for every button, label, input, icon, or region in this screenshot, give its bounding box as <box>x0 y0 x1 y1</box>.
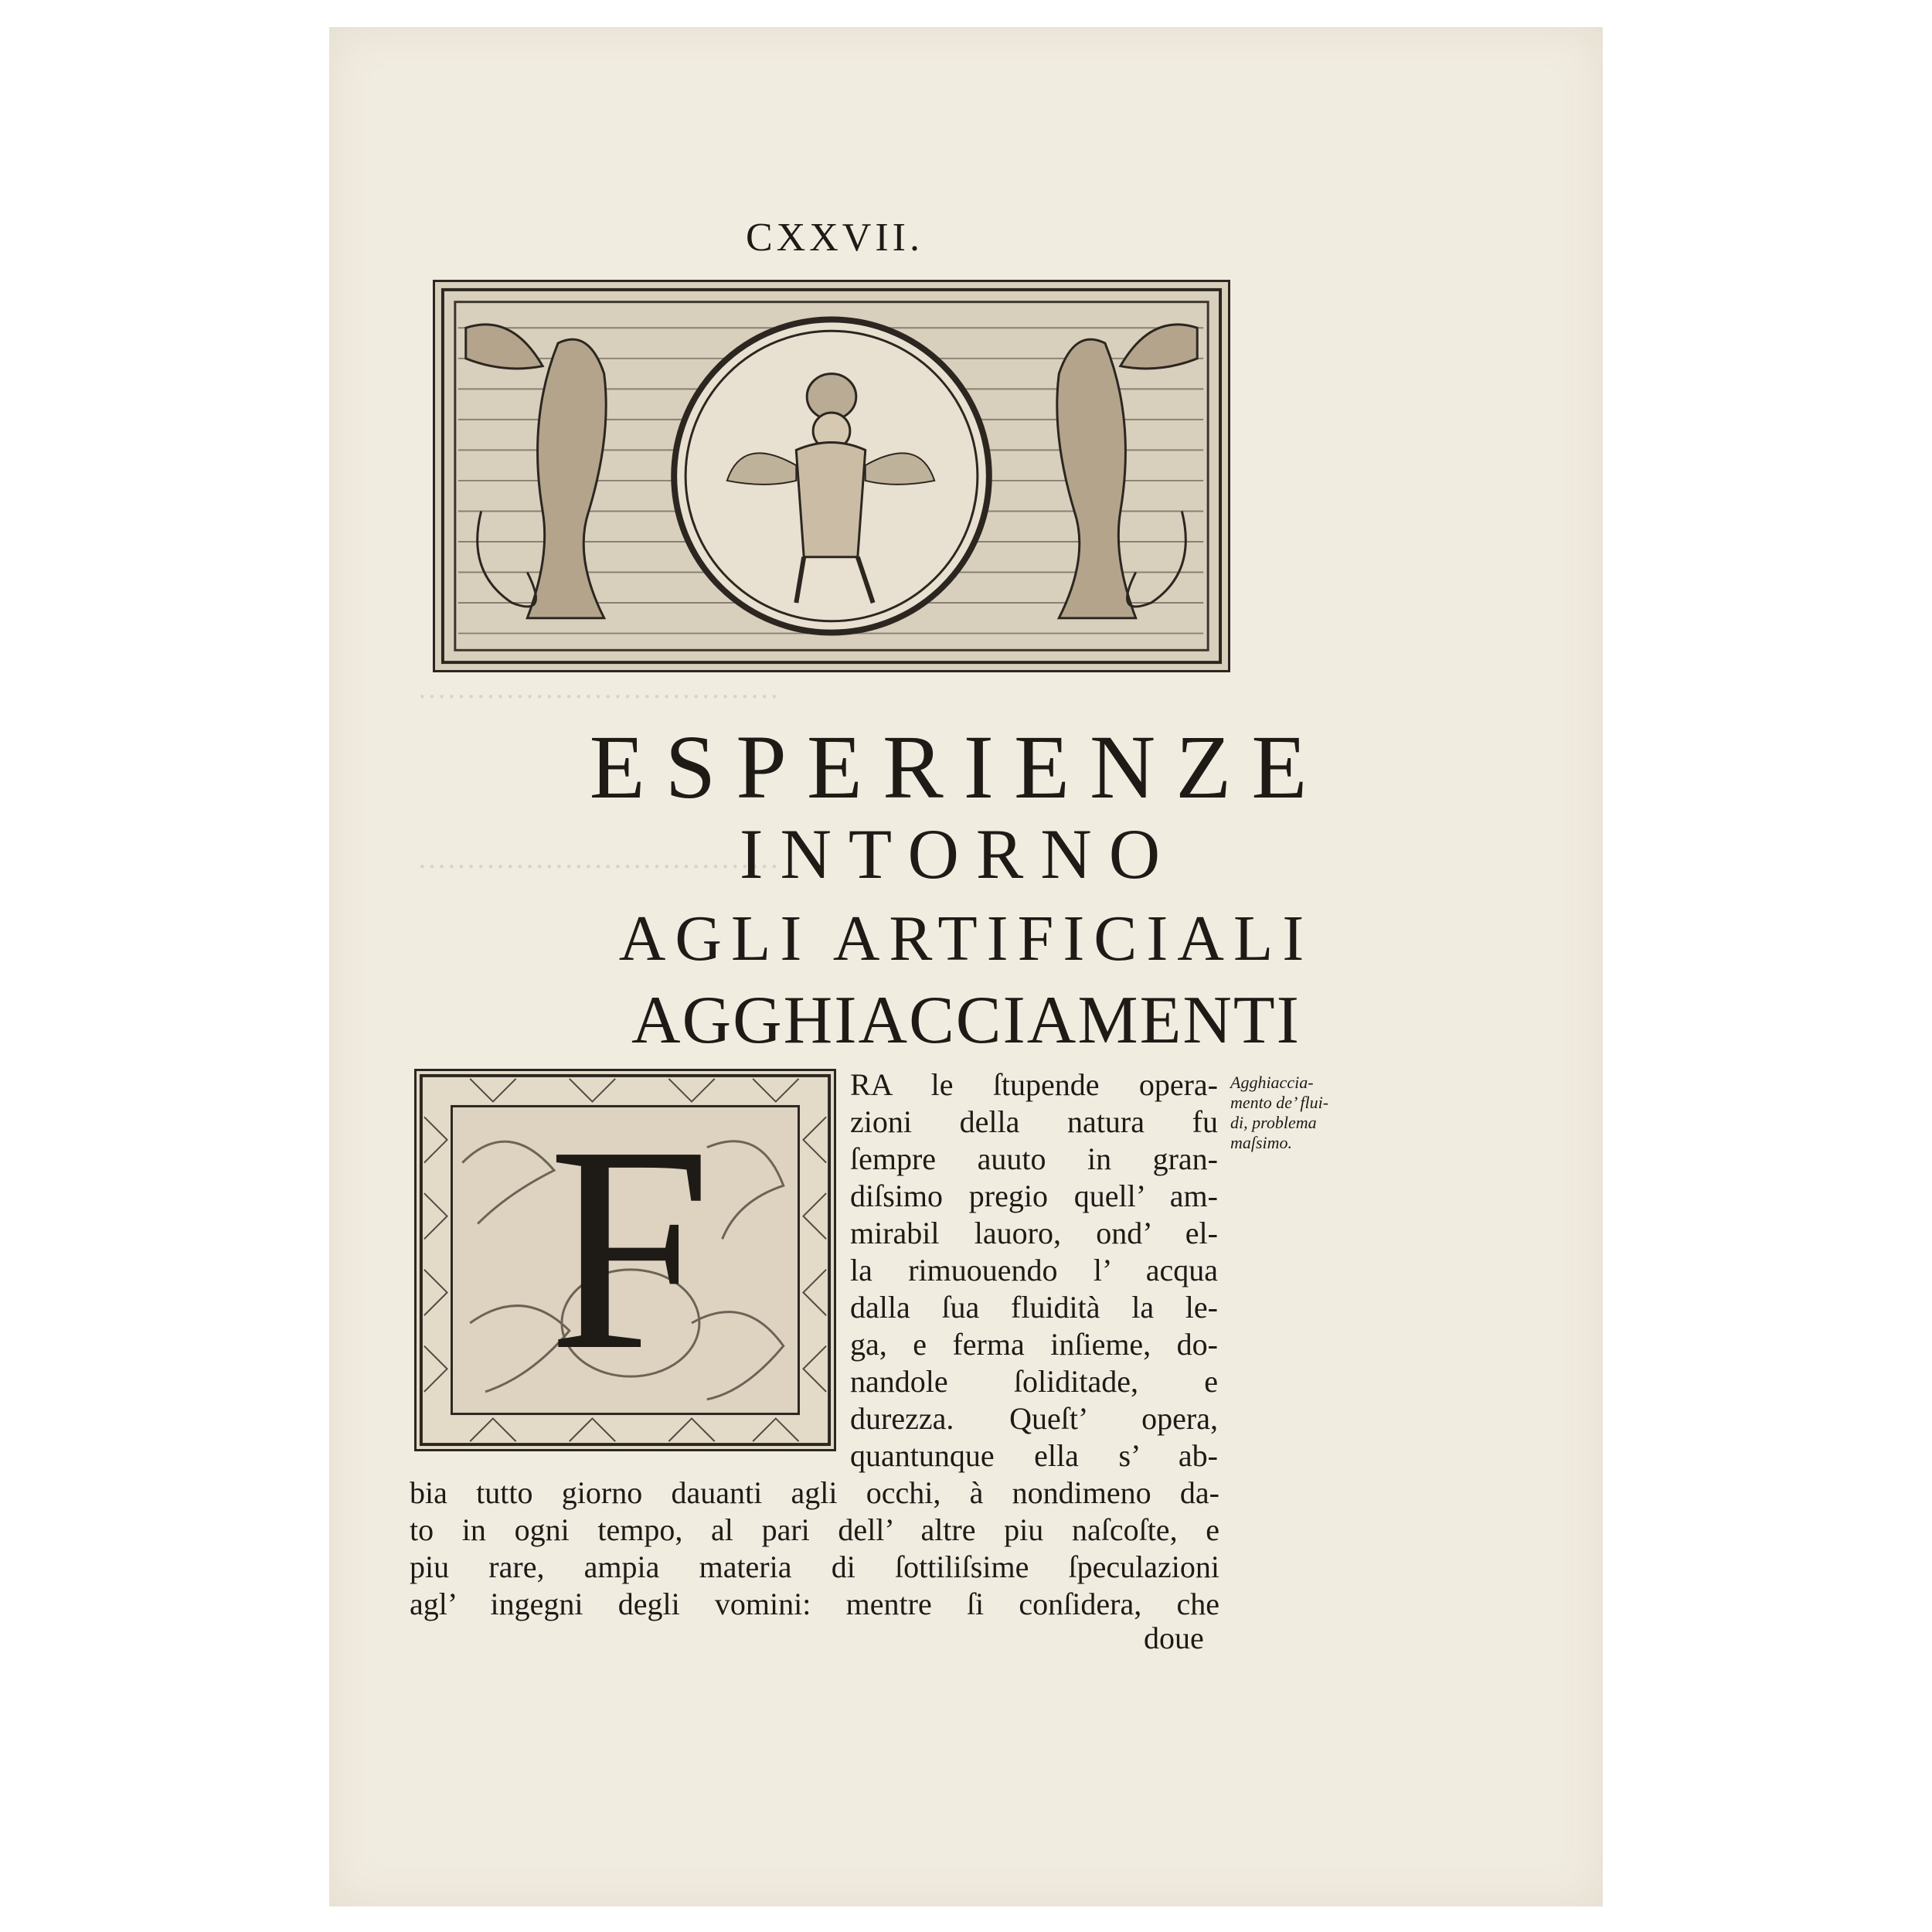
text-line: la rimuouendo l’ acqua <box>850 1253 1218 1287</box>
page-number: CXXVII. <box>746 216 923 260</box>
text-line: ſempre auuto in gran- <box>850 1141 1218 1176</box>
title-line-1: ESPERIENZE <box>589 716 1328 818</box>
text-line: quantunque ella s’ ab- <box>850 1438 1218 1473</box>
title-line-3: AGLI ARTIFICIALI <box>618 903 1314 975</box>
text-line: agl’ ingegni degli vomini: mentre ſi conſidera, che <box>410 1587 1219 1621</box>
marginal-note <box>1230 1073 1354 1153</box>
marginal-note-line: mento de’ flui- <box>1230 1093 1329 1112</box>
text-line: diſsimo pregio quell’ am- <box>850 1179 1218 1213</box>
marginal-note-line: Agghiaccia- <box>1230 1073 1314 1092</box>
initial-letter: F <box>548 1086 712 1411</box>
text-line: ga, e ferma inſieme, do- <box>850 1327 1218 1362</box>
text-line: RA le ſtupende opera- <box>850 1067 1218 1102</box>
marginal-note-line: maſsimo. <box>1230 1133 1293 1152</box>
title-line-4: AGGHIACCIAMENTI <box>631 983 1301 1058</box>
text-line: mirabil lauoro, ond’ el- <box>850 1216 1218 1250</box>
marginal-note-line: di, problema <box>1230 1113 1317 1132</box>
headpiece-engraving <box>433 280 1230 672</box>
text-line: to in ogni tempo, al pari dell’ altre piu naſcoſte, e <box>410 1512 1219 1547</box>
title-line-2: INTORNO <box>739 815 1178 893</box>
text-line: zioni della natura fu <box>850 1104 1218 1139</box>
text-line: dalla ſua fluidità la le- <box>850 1290 1218 1325</box>
text-line: nandole ſoliditade, e <box>850 1364 1218 1399</box>
text-line: bia tutto giorno dauanti agli occhi, à nondimeno da- <box>410 1475 1219 1510</box>
text-line: piu rare, ampia materia di ſottiliſsime ſpeculazioni <box>410 1549 1219 1584</box>
text-line: durezza. Queſt’ opera, <box>850 1401 1218 1436</box>
catchword: doue <box>1144 1621 1204 1655</box>
decorated-initial <box>414 1069 836 1451</box>
